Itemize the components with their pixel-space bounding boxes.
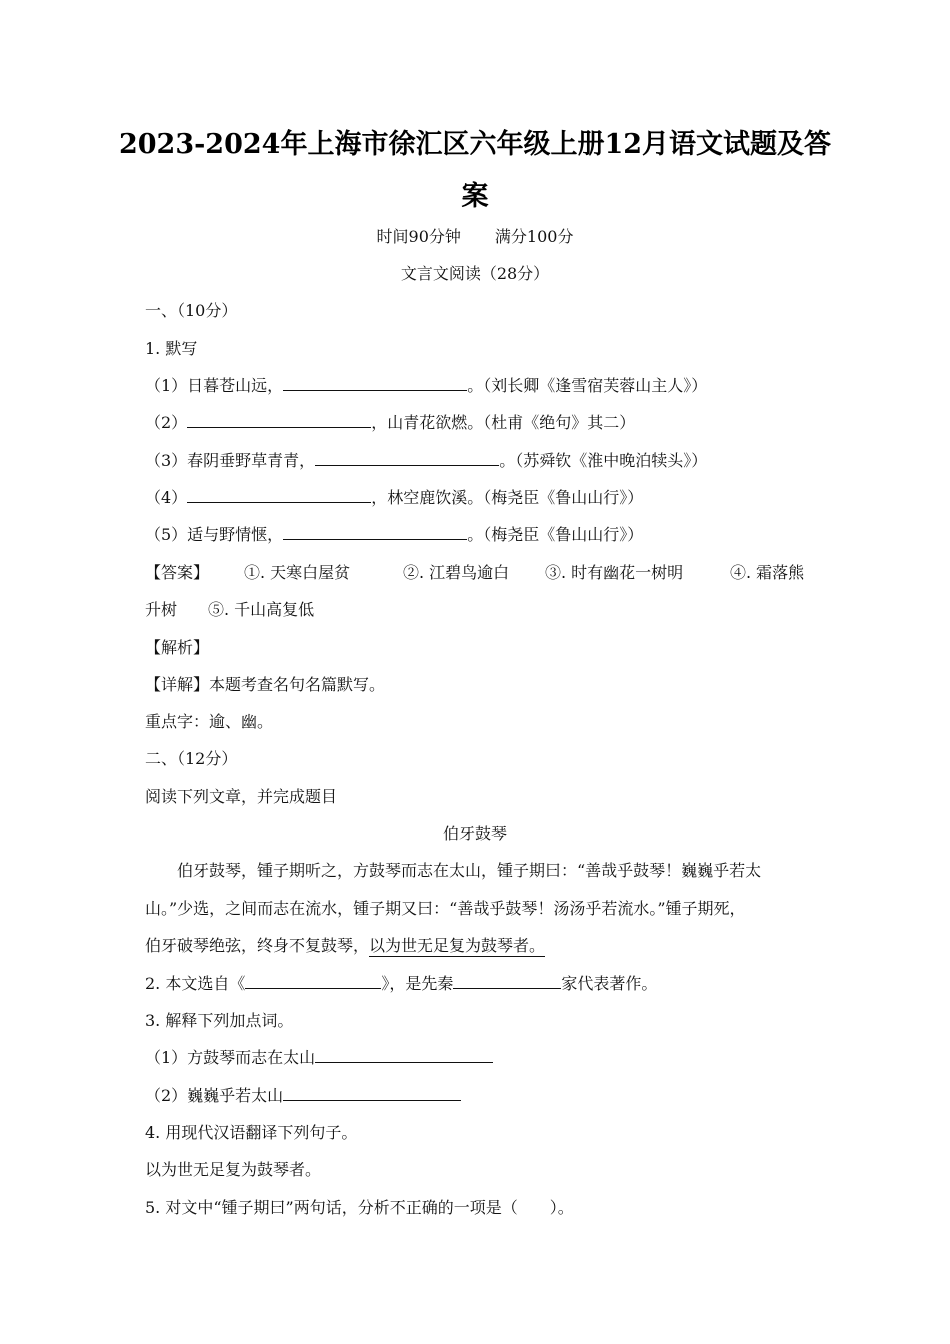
underlined-sentence: 以为世无足复为鼓琴者。 bbox=[369, 936, 546, 955]
answer-blank bbox=[283, 376, 467, 391]
document-title-line-1: 2023-2024年上海市徐汇区六年级上册12月语文试题及答 bbox=[118, 129, 832, 160]
passage-line: 伯牙破琴绝弦，终身不复鼓琴，以为世无足复为鼓琴者。 bbox=[145, 936, 546, 955]
reading-instruction: 阅读下列文章，并完成题目 bbox=[145, 787, 338, 806]
question-1-item: （3）春阴垂野草青青， 。（苏舜钦《淮中晚泊犊头》） bbox=[145, 451, 708, 470]
detail-text: 【详解】本题考查名句名篇默写。 bbox=[145, 675, 386, 694]
passage-line: 伯牙鼓琴，锺子期听之，方鼓琴而志在太山，锺子期曰：“善哉乎鼓琴！巍巍乎若太 bbox=[177, 861, 762, 880]
part-two-heading: 二、（12分） bbox=[145, 749, 238, 768]
passage-line: 山。”少选，之间而志在流水，锺子期又曰：“善哉乎鼓琴！汤汤乎若流水。”锺子期死， bbox=[145, 899, 746, 918]
answer-item: ③. 时有幽花一树明 bbox=[545, 563, 684, 582]
answer-blank bbox=[283, 525, 467, 540]
answer-line-continued: 升树 ⑤. 千山高复低 bbox=[145, 597, 314, 620]
answer-label: 【答案】 bbox=[145, 563, 210, 582]
exam-full-score: 满分100分 bbox=[494, 227, 574, 246]
question-4-sentence: 以为世无足复为鼓琴者。 bbox=[145, 1160, 322, 1179]
question-1-item: （4） ，林空鹿饮溪。（梅尧臣《鲁山山行》） bbox=[145, 488, 644, 507]
document-title-line-2: 案 bbox=[461, 181, 489, 212]
question-3: 3. 解释下列加点词。 bbox=[145, 1011, 294, 1030]
question-2: 2. 本文选自《 》，是先秦 家代表著作。 bbox=[145, 974, 658, 993]
part-one-heading: 一、（10分） bbox=[145, 301, 238, 320]
question-1-item: （5）适与野情惬， 。（梅尧臣《鲁山山行》） bbox=[145, 525, 644, 544]
answer-blank bbox=[187, 488, 371, 503]
question-3-item: （2）巍巍乎若太山 bbox=[145, 1083, 461, 1106]
answer-blank bbox=[453, 974, 561, 989]
exam-time: 时间90分钟 bbox=[376, 227, 461, 246]
answer-blank bbox=[315, 451, 499, 466]
answer-item: ⑤. 千山高复低 bbox=[208, 600, 315, 619]
answer-blank bbox=[283, 1086, 461, 1101]
answer-blank bbox=[187, 413, 371, 428]
exam-meta bbox=[0, 224, 950, 247]
question-4: 4. 用现代汉语翻译下列句子。 bbox=[145, 1123, 358, 1142]
answer-blank bbox=[315, 1048, 493, 1063]
question-1-item: （2） ，山青花欲燃。（杜甫《绝句》其二） bbox=[145, 413, 636, 432]
section-heading: 文言文阅读（28分） bbox=[400, 264, 550, 283]
question-3-item: （1）方鼓琴而志在太山 bbox=[145, 1045, 493, 1068]
analysis-label: 【解析】 bbox=[145, 638, 210, 657]
answer-item: ④. 霜落熊 bbox=[730, 563, 805, 582]
question-1-label: 1. 默写 bbox=[145, 339, 198, 358]
key-words: 重点字：逾、幽。 bbox=[145, 712, 274, 731]
passage-title: 伯牙鼓琴 bbox=[442, 824, 507, 843]
question-1-item: （1）日暮苍山远， 。（刘长卿《逢雪宿芙蓉山主人》） bbox=[145, 376, 708, 395]
answer-blank bbox=[245, 974, 381, 989]
question-5: 5. 对文中“锺子期曰”两句话，分析不正确的一项是（ ）。 bbox=[145, 1198, 574, 1217]
answer-line bbox=[145, 560, 804, 583]
answer-item: ②. 江碧鸟逾白 bbox=[403, 563, 510, 582]
answer-item: ①. 天寒白屋贫 bbox=[244, 563, 351, 582]
